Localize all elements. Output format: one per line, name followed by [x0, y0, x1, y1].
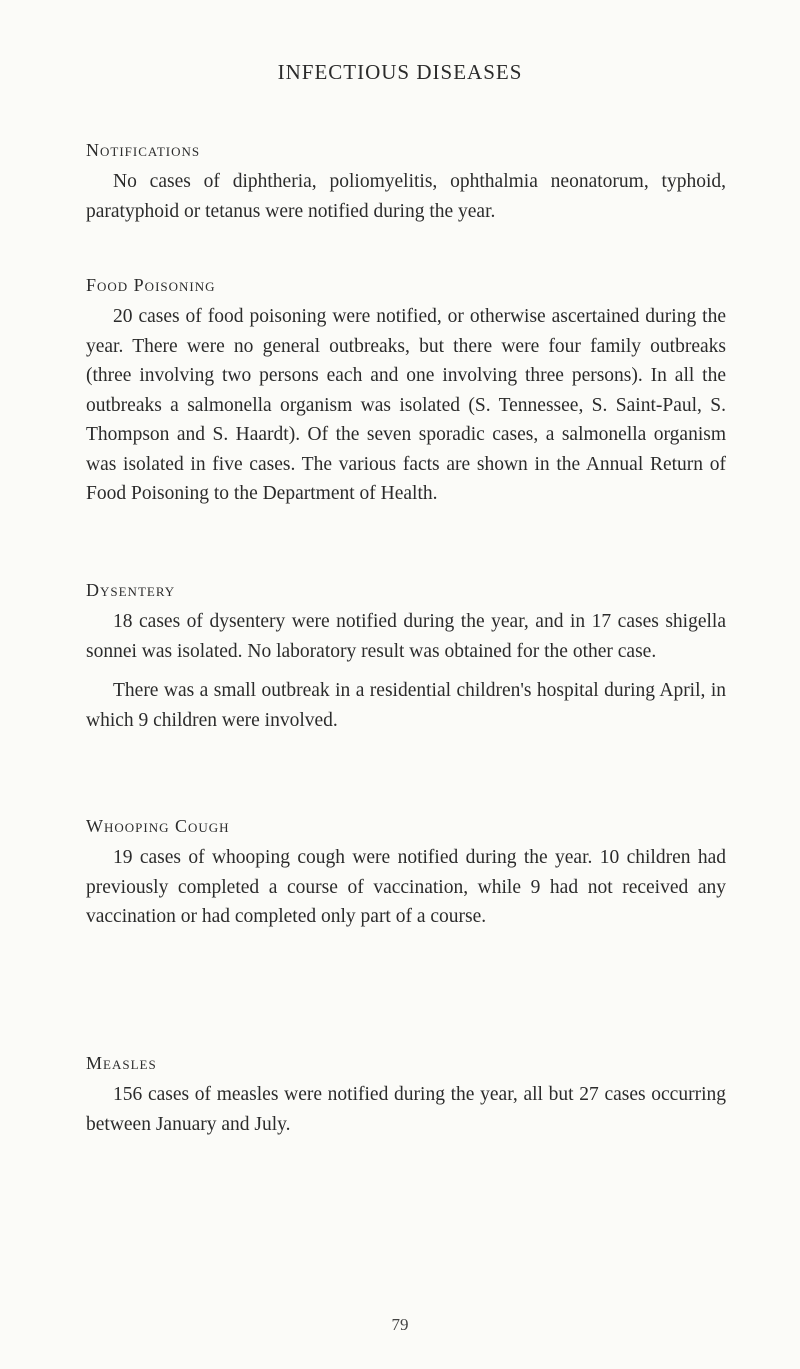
page-number: 79 [391, 1315, 409, 1334]
section-notifications [86, 140, 726, 226]
section-paragraph: No cases of diphtheria, poliomyelitis, ophthalmia neonatorum, typhoid, paratyphoid or tetanus were notified during the year. [86, 171, 726, 222]
section-paragraph: 156 cases of measles were notified during the year, all but 27 cases occurring between January and July. [86, 1084, 726, 1135]
section-heading: Whooping Cough [86, 816, 230, 836]
section-heading: Food Poisoning [86, 275, 216, 295]
section-paragraph: 19 cases of whooping cough were notified during the year. 10 children had previously completed a course of vaccination, while 9 had not received any vaccination or had completed only part of a course. [86, 847, 726, 927]
section-whooping-cough [86, 816, 726, 932]
section-paragraph: There was a small outbreak in a residential children's hospital during April, in which 9 children were involved. [86, 680, 726, 731]
section-heading: Notifications [86, 140, 201, 160]
section-paragraph: 18 cases of dysentery were notified during the year, and in 17 cases shigella sonnei was isolated. No laboratory result was obtained for the other case. [86, 611, 726, 662]
page-title: INFECTIOUS DISEASES [277, 60, 523, 84]
section-paragraph: 20 cases of food poisoning were notified, or otherwise ascertained during the year. There were no general outbreaks, but there were four family outbreaks (three involving two persons each and one involving three persons). In all the outbreaks a salmonella organism was isolated (S. Tennessee, S. Saint-Paul, S. Thompson and S. Haardt). Of the seven sporadic cases, a salmonella organism was isolated in five cases. The various facts are shown in the Annual Return of Food Poisoning to the Department of Health. [86, 306, 726, 504]
section-heading: Dysentery [86, 580, 176, 600]
section-dysentery [86, 580, 726, 735]
section-food-poisoning [86, 275, 726, 509]
section-heading: Measles [86, 1053, 157, 1073]
section-measles [86, 1053, 726, 1139]
